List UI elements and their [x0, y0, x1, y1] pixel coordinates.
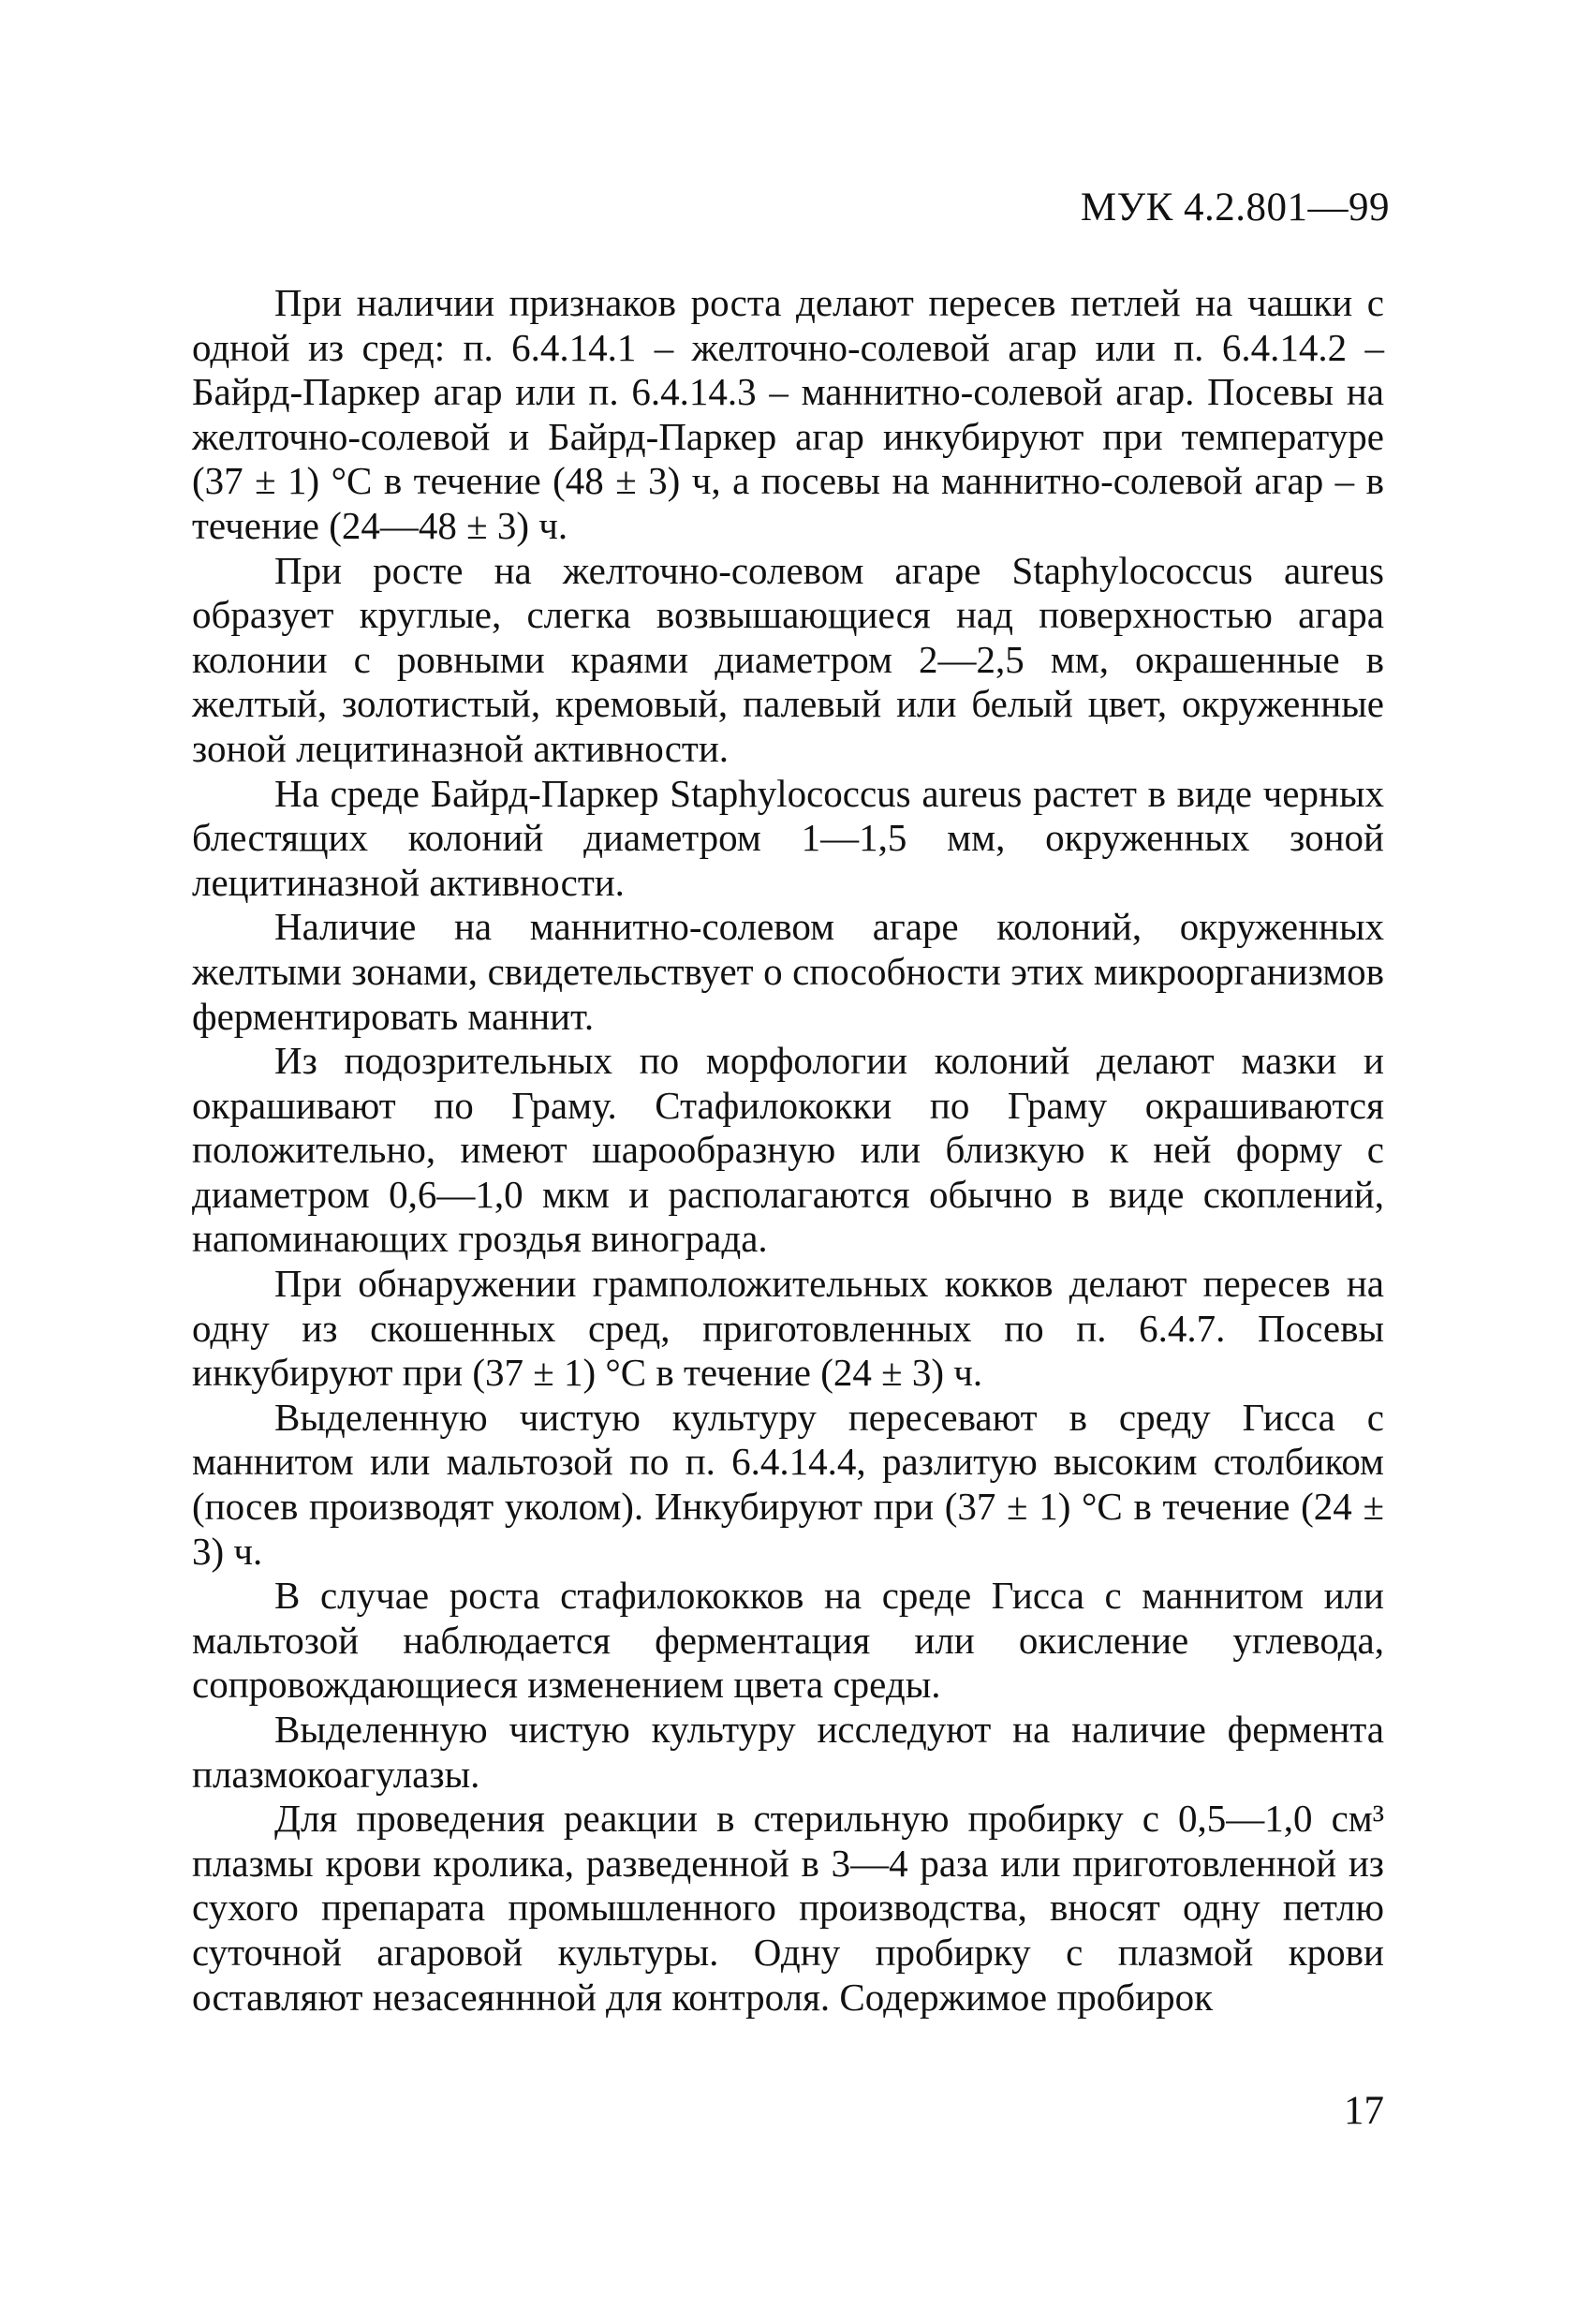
paragraph: В случае роста стафилококков на среде Гисса с маннитом или мальтозой наблюдается ферментация или окисление углевода, сопровождающиеся изменением цвета среды. [192, 1574, 1384, 1707]
paragraph: При наличии признаков роста делают пересев петлей на чашки с одной из сред: п. 6.4.14.1 – желточно-солевой агар или п. 6.4.14.2 – Байрд-Паркер агар или п. 6.4.14.3 – маннитно-солевой агар. Посевы на желточно-солевой и Байрд-Паркер агар инкубируют при температуре (37 ± 1) °С в течение (48 ± 3) ч, а посевы на маннитно-солевой агар – в течение (24—48 ± 3) ч. [192, 281, 1384, 547]
document-code-header: МУК 4.2.801—99 [1080, 185, 1390, 229]
paragraph: При росте на желточно-солевом агаре Staphylococcus aureus образует круглые, слегка возвышающиеся над поверхностью агара колонии с ровными краями диаметром 2—2,5 мм, окрашенные в желтый, золотистый, кремовый, палевый или белый цвет, окруженные зоной лецитиназной активности. [192, 548, 1384, 770]
page-number: 17 [1344, 2089, 1384, 2133]
paragraph: Выделенную чистую культуру пересевают в среду Гисса с маннитом или мальтозой по п. 6.4.14.4, разлитую высоким столбиком (посев производят уколом). Инкубируют при (37 ± 1) °С в течение (24 ± 3) ч. [192, 1395, 1384, 1573]
paragraph: При обнаружении грамположительных кокков делают пересев на одну из скошенных сред, приготовленных по п. 6.4.7. Посевы инкубируют при (37 ± 1) °С в течение (24 ± 3) ч. [192, 1262, 1384, 1395]
paragraph: На среде Байрд-Паркер Staphylococcus aureus растет в виде черных блестящих колоний диаметром 1—1,5 мм, окруженных зоной лецитиназной активности. [192, 771, 1384, 904]
paragraph: Из подозрительных по морфологии колоний делают мазки и окрашивают по Граму. Стафилококки по Граму окрашиваются положительно, имеют шарообразную или близкую к ней форму с диаметром 0,6—1,0 мкм и располагаются обычно в виде скоплений, напоминающих гроздья винограда. [192, 1039, 1384, 1261]
paragraph: Для проведения реакции в стерильную пробирку с 0,5—1,0 см³ плазмы крови кролика, разведенной в 3—4 раза или приготовленной из сухого препарата промышленного производства, вносят одну петлю суточной агаровой культуры. Одну пробирку с плазмой крови оставляют незасеяннной для контроля. Содержимое пробирок [192, 1797, 1384, 2019]
paragraph: Выделенную чистую культуру исследуют на наличие фермента плазмокоагулазы. [192, 1708, 1384, 1796]
body-text [192, 281, 1384, 2020]
paragraph: Наличие на маннитно-солевом агаре колоний, окруженных желтыми зонами, свидетельствует о способности этих микроорганизмов ферментировать маннит. [192, 905, 1384, 1038]
